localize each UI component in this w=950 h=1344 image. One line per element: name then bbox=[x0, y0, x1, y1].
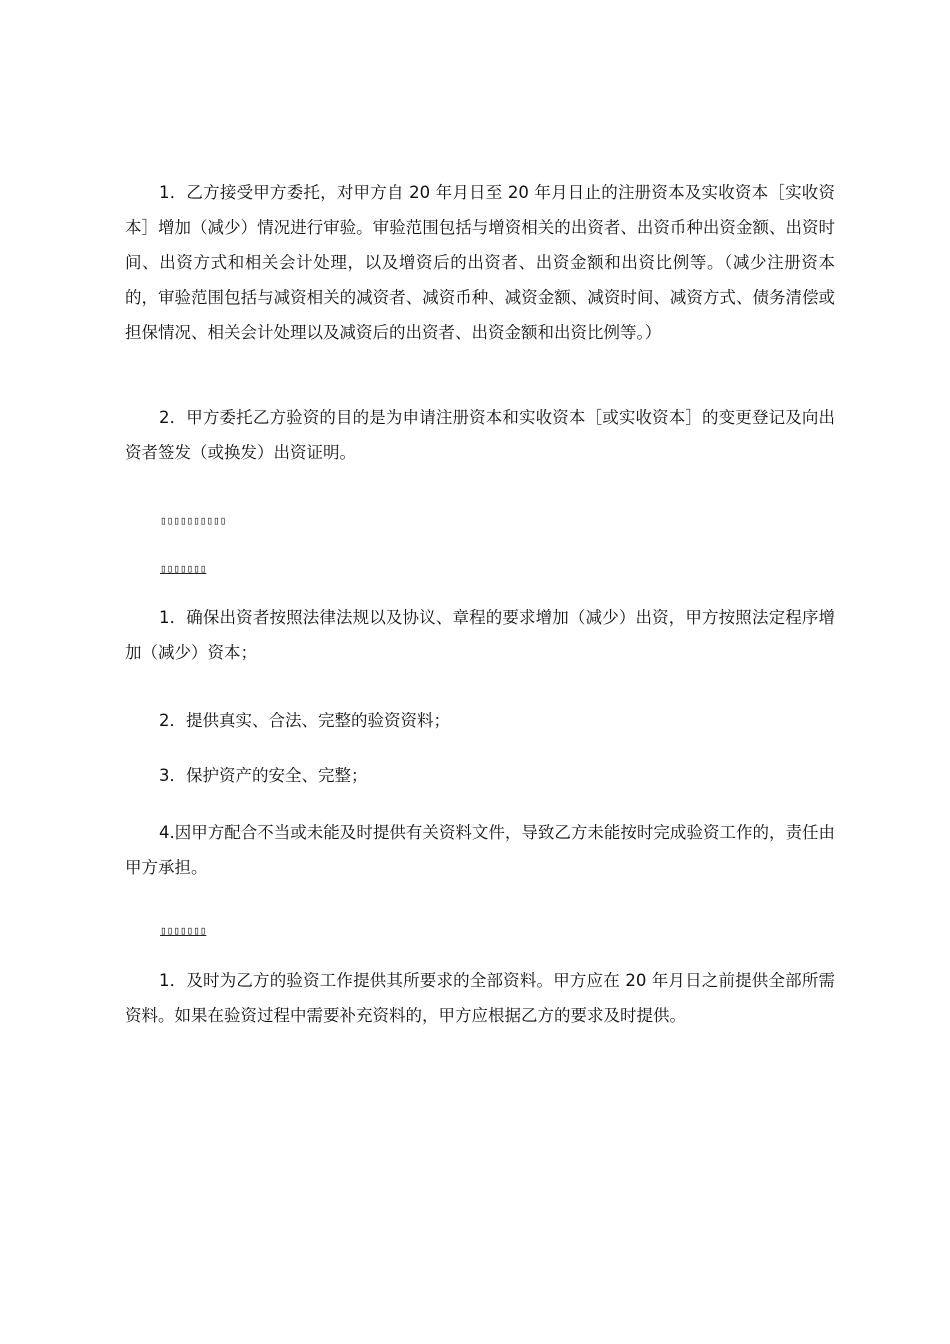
placeholder-heading-1: ▯▯▯▯▯▯▯▯▯▯ bbox=[160, 514, 227, 527]
placeholder-heading-2: ▯▯▯▯▯▯▯ bbox=[160, 562, 207, 575]
paragraph-responsibility-3 bbox=[125, 758, 835, 793]
paragraph-scope bbox=[125, 175, 835, 350]
placeholder-heading-3: ▯▯▯▯▯▯▯ bbox=[160, 924, 207, 937]
paragraph-responsibility-2-text: 2．提供真实、合法、完整的验资资料； bbox=[159, 711, 450, 730]
paragraph-responsibility-2 bbox=[125, 703, 835, 738]
paragraph-obligation-1-text: 1．及时为乙方的验资工作提供其所要求的全部资料。甲方应在 20 年月日之前提供全部所需资料。如果在验资过程中需要补充资料的，甲方应根据乙方的要求及时提供。 bbox=[125, 971, 835, 1025]
paragraph-scope-text: 1．乙方接受甲方委托，对甲方自 20 年月日至 20 年月日止的注册资本及实收资本［实收资本］增加（减少）情况进行审验。审验范围包括与增资相关的出资者、出资币种出资金额、出资时间、出资方式和相关会计处理，以及增资后的出资者、出资金额和出资比例等。（减少注册资本的，审验范围包括与减资相关的减资者、减资币种、减资金额、减资时间、减资方式、债务清偿或担保情况、相关会计处理以及减资后的出资者、出资金额和出资比例等。） bbox=[125, 183, 835, 342]
paragraph-responsibility-1-text: 1．确保出资者按照法律法规以及协议、章程的要求增加（减少）出资，甲方按照法定程序增加（减少）资本； bbox=[125, 608, 835, 662]
paragraph-responsibility-1 bbox=[125, 600, 835, 670]
paragraph-obligation-1 bbox=[125, 963, 835, 1033]
paragraph-responsibility-3-text: 3．保护资产的安全、完整； bbox=[159, 766, 368, 785]
paragraph-responsibility-4-text: 4.因甲方配合不当或未能及时提供有关资料文件，导致乙方未能按时完成验资工作的，责任由甲方承担。 bbox=[125, 823, 835, 877]
paragraph-purpose-text: 2．甲方委托乙方验资的目的是为申请注册资本和实收资本［或实收资本］的变更登记及向出资者签发（或换发）出资证明。 bbox=[125, 408, 835, 462]
paragraph-purpose bbox=[125, 400, 835, 470]
paragraph-responsibility-4 bbox=[125, 815, 835, 885]
